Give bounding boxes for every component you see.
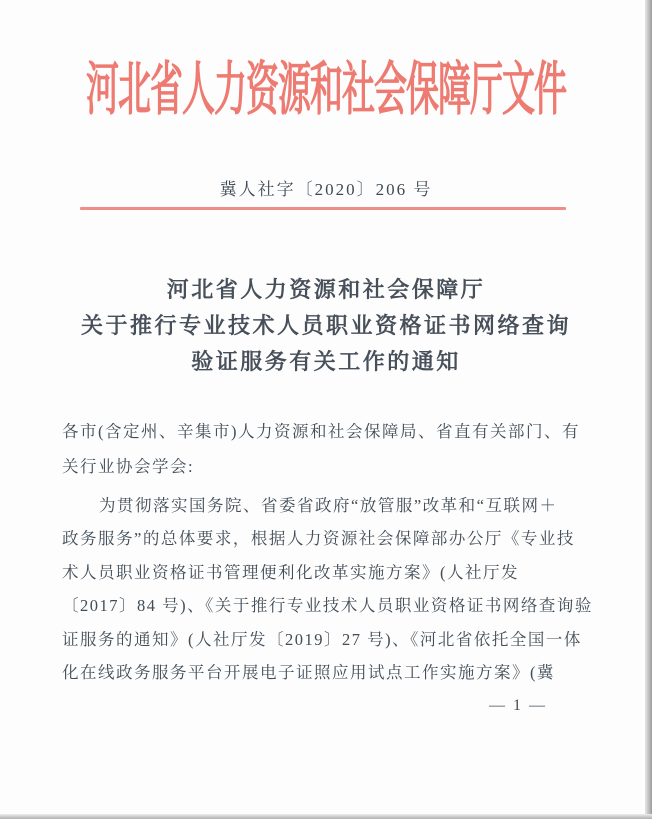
body-paragraph-line-2: 政务服务”的总体要求，根据人力资源社会保障部办公厅《专业技 [62, 529, 575, 549]
body-paragraph-line-1: 为贯彻落实国务院、省委省政府“放管服”改革和“互联网＋ [99, 496, 558, 515]
body-paragraph-line-3: 术人员职业资格证书管理便利化改革实施方案》(人社厅发 [62, 562, 519, 582]
document-title-line-2: 关于推行专业技术人员职业资格证书网络查询 [80, 313, 571, 338]
scan-edge-right-shadow [645, 0, 652, 819]
body-paragraph-line-6: 化在线政务服务平台开展电子证照应用试点工作实施方案》(冀 [62, 663, 555, 683]
red-separator-rule [80, 207, 566, 210]
document-title-line-3: 验证服务有关工作的通知 [191, 349, 461, 374]
salutation-line-2: 关行业协会学会: [62, 457, 195, 476]
body-paragraph-line-4: 〔2017〕84 号)、《关于推行专业技术人员职业资格证书网络查询验 [62, 596, 593, 616]
page-number: — 1 — [489, 697, 547, 714]
document-title [0, 272, 652, 380]
document-title-line-1: 河北省人力资源和社会保障厅 [166, 277, 486, 302]
scan-edge-bottom-shadow [0, 814, 652, 819]
document-reference-number: 冀人社字〔2020〕206 号 [219, 180, 433, 199]
body-paragraph-line-5: 证服务的通知》(人社厅发〔2019〕27 号)、《河北省依托全国一体 [62, 629, 582, 649]
salutation-block [62, 414, 590, 484]
body-paragraph [62, 489, 593, 689]
salutation-line-1: 各市(含定州、辛集市)人力资源和社会保障局、省直有关部门、有 [62, 422, 580, 441]
agency-header-title: 河北省人力资源和社会保障厅文件 [86, 60, 566, 124]
